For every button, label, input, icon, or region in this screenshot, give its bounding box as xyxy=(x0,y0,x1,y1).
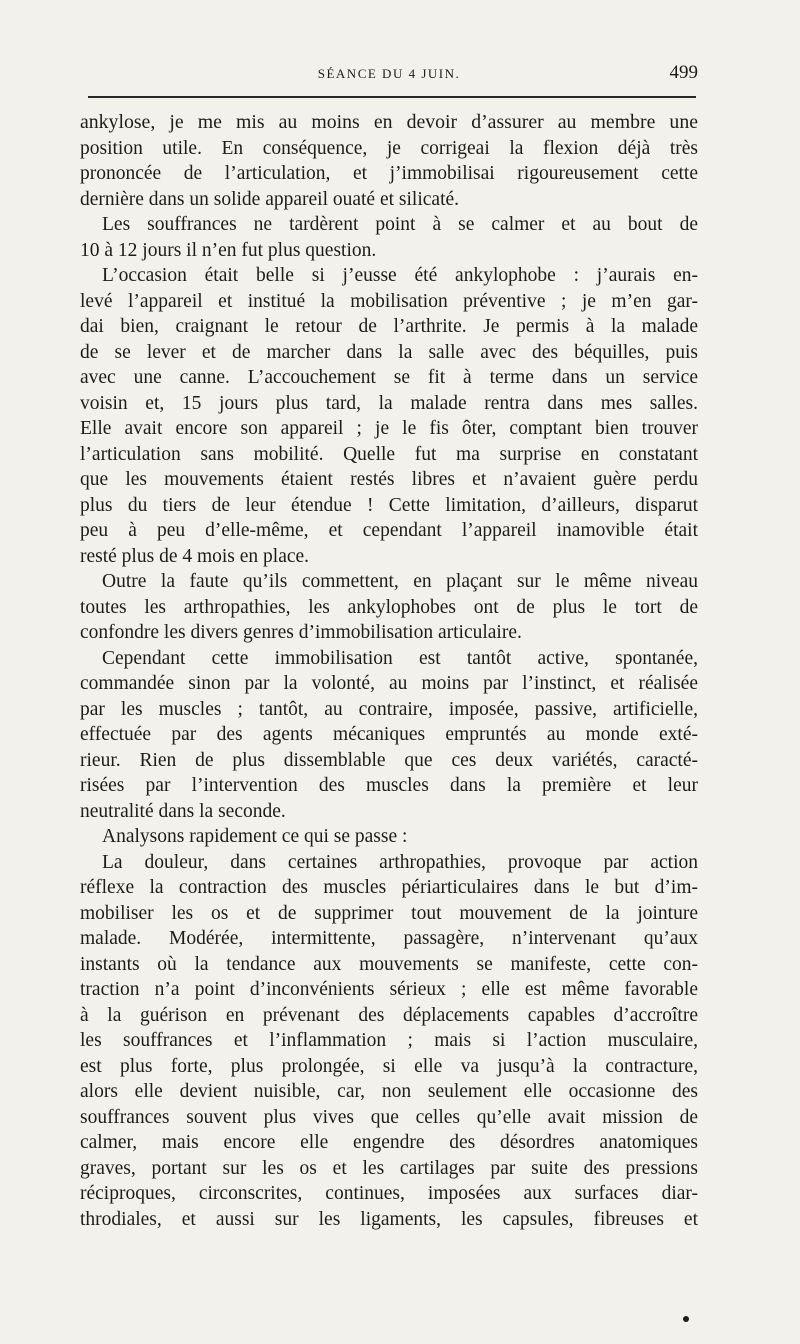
text-line: dai bien, craignant le retour de l’arthrite. Je permis à la malade xyxy=(80,316,698,337)
text-line: position utile. En conséquence, je corrigeai la flexion déjà très xyxy=(80,137,698,159)
text-line: rieur. Rien de plus dissemblable que ces deux variétés, caracté- xyxy=(80,749,698,771)
text-line: à la guérison en prévenant des déplacements capables d’accroître xyxy=(80,1004,698,1026)
text-line: Les souffrances ne tardèrent point à se calmer et au bout de xyxy=(102,214,698,235)
text-line: que les mouvements étaient restés libres et n’avaient guère perdu xyxy=(80,469,698,490)
text-line: traction n’a point d’inconvénients sérieux ; elle est même favorable xyxy=(80,979,698,1000)
text-line: avec une canne. L’accouchement se fit à terme dans un service xyxy=(80,367,698,388)
text-line: Elle avait encore son appareil ; je le fis ôter, comptant bien trouver xyxy=(80,418,698,439)
text-line: Analysons rapidement ce qui se passe : xyxy=(102,826,408,847)
text-line: l’articulation sans mobilité. Quelle fut ma surprise en constatant xyxy=(80,443,698,465)
text-line: les souffrances et l’inflammation ; mais si l’action musculaire, xyxy=(80,1030,698,1051)
page-header xyxy=(80,62,698,86)
page-number: 499 xyxy=(669,62,698,83)
text-line: calmer, mais encore elle engendre des désordres anatomiques xyxy=(80,1132,698,1153)
text-line: mobiliser les os et de supprimer tout mouvement de la jointure xyxy=(80,902,698,924)
text-line: instants où la tendance aux mouvements se manifeste, cette con- xyxy=(80,953,698,975)
text-line: réciproques, circonscrites, continues, imposées aux surfaces diar- xyxy=(80,1183,698,1204)
text-line: est plus forte, plus prolongée, si elle va jusqu’à la contracture, xyxy=(80,1055,698,1077)
text-line: toutes les arthropathies, les ankylophobes ont de plus le tort de xyxy=(80,596,698,618)
text-line: malade. Modérée, intermittente, passagère, n’intervenant qu’aux xyxy=(80,928,698,949)
text-line: throdiales, et aussi sur les ligaments, les capsules, fibreuses et xyxy=(80,1208,698,1230)
text-line: La douleur, dans certaines arthropathies, provoque par action xyxy=(102,851,698,873)
text-line: commandée sinon par la volonté, au moins par l’instinct, et réalisée xyxy=(80,673,698,694)
text-line: neutralité dans la seconde. xyxy=(80,800,286,822)
running-title: SÉANCE DU 4 JUIN. xyxy=(317,66,461,81)
text-line: ankylose, je me mis au moins en devoir d’assurer au membre une xyxy=(80,111,698,133)
header-rule xyxy=(88,96,696,98)
text-line: de se lever et de marcher dans la salle avec des béquilles, puis xyxy=(80,341,698,363)
text-line: graves, portant sur les os et les cartilages par suite des pressions xyxy=(80,1157,698,1179)
text-line: réflexe la contraction des muscles périarticulaires dans le but d’im- xyxy=(80,877,698,898)
text-line: Cependant cette immobilisation est tantôt active, spontanée, xyxy=(102,647,698,669)
ink-speck xyxy=(683,1316,689,1322)
text-line: levé l’appareil et institué la mobilisation préventive ; je m’en gar- xyxy=(80,290,698,312)
text-line: resté plus de 4 mois en place. xyxy=(80,545,310,567)
text-line: risées par l’intervention des muscles dans la première et leur xyxy=(80,775,698,796)
text-line: plus du tiers de leur étendue ! Cette limitation, d’ailleurs, disparut xyxy=(80,494,698,516)
text-line: souffrances souvent plus vives que celles qu’elle avait mission de xyxy=(80,1106,698,1128)
text-line: prononcée de l’articulation, et j’immobilisai rigoureusement cette xyxy=(80,163,698,184)
text-line: 10 à 12 jours il n’en fut plus question. xyxy=(80,239,377,261)
text-line: dernière dans un solide appareil ouaté et silicaté. xyxy=(80,188,460,210)
body-text xyxy=(80,110,698,1232)
text-line: par les muscles ; tantôt, au contraire, imposée, passive, artificielle, xyxy=(80,698,698,720)
text-line: confondre les divers genres d’immobilisation articulaire. xyxy=(80,622,522,643)
text-line: voisin et, 15 jours plus tard, la malade rentra dans mes salles. xyxy=(80,392,698,414)
text-line: effectuée par des agents mécaniques empruntés au monde exté- xyxy=(80,724,698,745)
text-line: Outre la faute qu’ils commettent, en plaçant sur le même niveau xyxy=(102,571,698,592)
text-line: L’occasion était belle si j’eusse été ankylophobe : j’aurais en- xyxy=(102,265,698,286)
text-line: peu à peu d’elle-même, et cependant l’appareil inamovible était xyxy=(80,520,698,541)
text-line: alors elle devient nuisible, car, non seulement elle occasionne des xyxy=(80,1081,698,1102)
